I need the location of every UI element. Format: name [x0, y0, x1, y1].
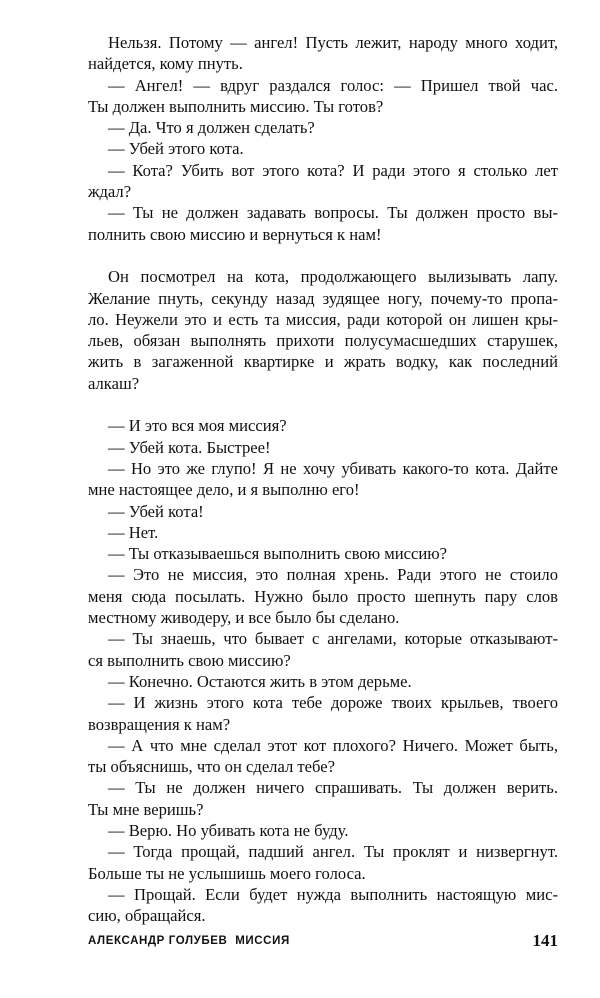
text-line: найдется, кому пнуть. [88, 54, 243, 74]
text-line: — Ты отказываешься выполнить свою миссию? [108, 544, 448, 564]
text-line: — Убей кота! [108, 501, 204, 521]
text-line: — Ты знаешь, что бывает с ангелами, которые отказывают- [108, 629, 558, 649]
paragraph-gap [88, 394, 558, 415]
text-line: — Верю. Но убивать кота не буду. [108, 820, 349, 840]
text-line: местному живодеру, и все было бы сделано. [88, 608, 400, 628]
text-line: алкаш? [88, 373, 140, 393]
text-line: Нельзя. Потому — ангел! Пусть лежит, народу много ходит, [108, 33, 558, 52]
text-line: — Ангел! — вдруг раздался голос: — Пришел твой час. [108, 75, 558, 95]
text-line: — Это не миссия, это полная хрень. Ради этого не стоило [108, 565, 558, 585]
page-number: 141 [532, 931, 558, 950]
running-footer [88, 935, 290, 947]
text-line: Больше ты не услышишь моего голоса. [88, 863, 366, 883]
author-name: АЛЕКСАНДР ГОЛУБЕВ [88, 935, 228, 947]
text-line: — И жизнь этого кота тебе дороже твоих крыльев, твоего [108, 693, 558, 713]
text-line: — А что мне сделал этот кот плохого? Ничего. Может быть, [108, 735, 558, 755]
text-line: полнить свою миссию и вернуться к нам! [88, 224, 382, 244]
text-line: сию, обращайся. [88, 906, 206, 926]
text-line: Ты мне веришь? [88, 799, 204, 819]
text-line: — Нет. [108, 522, 159, 542]
text-line: — Конечно. Остаются жить в этом дерьме. [108, 671, 412, 691]
text-line: — Тогда прощай, падший ангел. Ты проклят и низвергнут. [108, 842, 558, 862]
text-line: — Прощай. Если будет нужда выполнить настоящую мис- [108, 884, 558, 904]
text-line: Он посмотрел на кота, продолжающего вылизывать лапу. [108, 267, 558, 287]
book-title: МИССИЯ [235, 935, 290, 947]
text-line: — Убей кота. Быстрее! [108, 437, 271, 457]
text-line: ты объяснишь, что он сделал тебе? [88, 757, 335, 777]
paragraph-gap [88, 245, 558, 266]
text-line: Ты должен выполнить миссию. Ты готов? [88, 96, 384, 116]
text-line: — Ты не должен задавать вопросы. Ты должен просто вы- [108, 203, 558, 223]
text-line: льев, обязан выполнять прихоти полусумасшедших старушек, [88, 331, 558, 351]
text-line: — Ты не должен ничего спрашивать. Ты должен верить. [108, 778, 558, 798]
body-text [88, 32, 558, 926]
page-footer [88, 931, 558, 955]
text-line: — И это вся моя миссия? [108, 416, 287, 436]
text-line: меня сюда посылать. Нужно было просто шепнуть пару слов [88, 586, 558, 606]
text-line: — Но это же глупо! Я не хочу убивать какого-то кота. Дайте [108, 458, 558, 478]
text-line: — Да. Что я должен сделать? [108, 118, 315, 138]
text-line: Желание пнуть, секунду назад зудящее ногу, почему-то пропа- [88, 288, 558, 308]
text-line: мне настоящее дело, и я выполню его! [88, 480, 360, 500]
text-line: ждал? [88, 182, 132, 202]
text-line: жить в загаженной квартирке и жрать водку, как последний [88, 352, 558, 372]
text-line: — Убей этого кота. [108, 139, 244, 159]
text-line: — Кота? Убить вот этого кота? И ради этого я столько лет [108, 160, 558, 180]
text-line: ся выполнить свою миссию? [88, 650, 291, 670]
text-line: ло. Неужели это и есть та миссия, ради которой он лишен кры- [88, 309, 558, 329]
text-line: возвращения к нам? [88, 714, 231, 734]
